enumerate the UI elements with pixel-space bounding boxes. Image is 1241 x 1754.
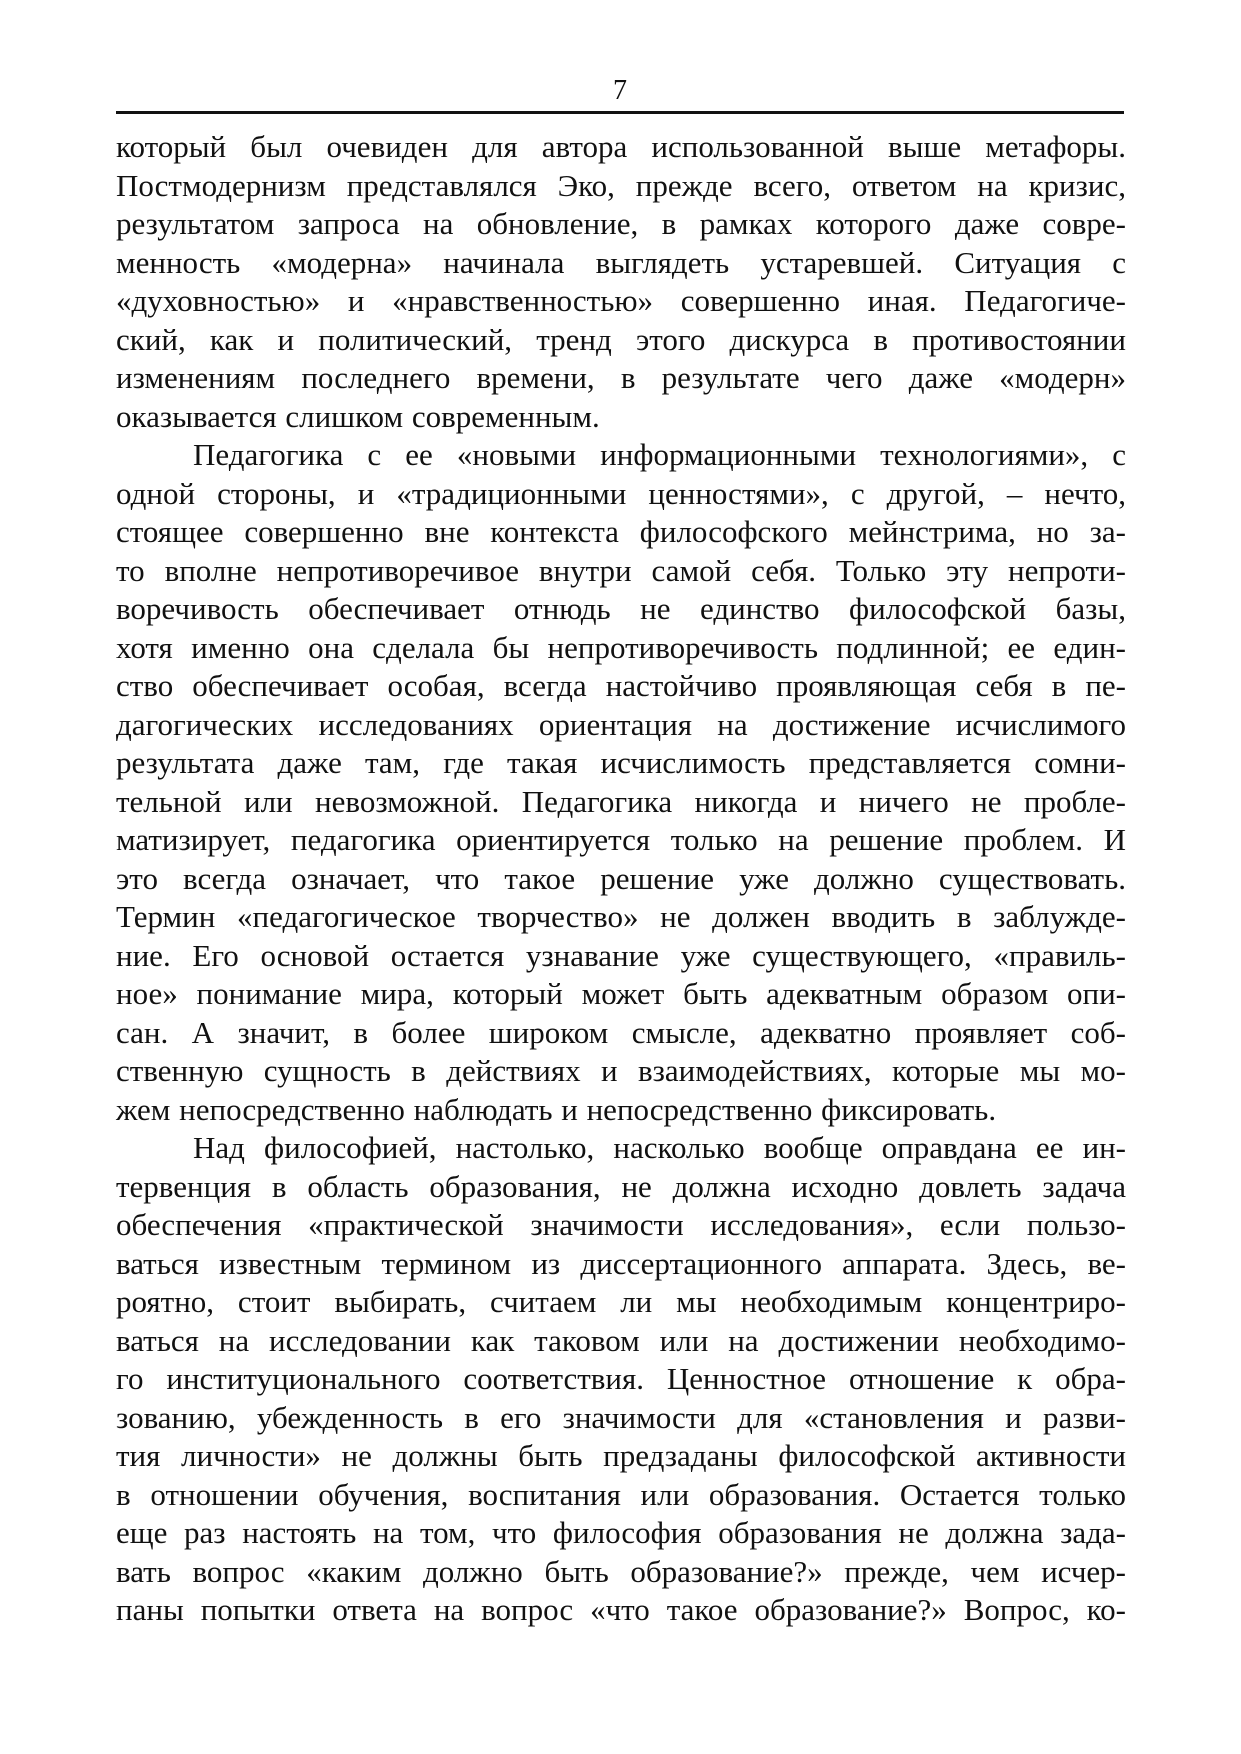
text-line: воречивость обеспечивает отнюдь не единство философской базы, xyxy=(116,591,1126,626)
text-line: сан. А значит, в более широком смысле, адекватно проявляет соб- xyxy=(116,1014,1126,1050)
header-rule xyxy=(116,111,1124,114)
text-line: Педагогика с ее «новыми информационными технологиями», с xyxy=(193,437,1126,472)
text-line: Постмодернизм представлялся Эко, прежде всего, ответом на кризис, xyxy=(116,167,1126,203)
paragraph xyxy=(116,1129,1126,1630)
text-line: обеспечения «практической значимости исследования», если пользо- xyxy=(116,1207,1126,1242)
text-line: одной стороны, и «традиционными ценностями», с другой, – нечто, xyxy=(116,475,1126,511)
text-line: менность «модерна» начинала выглядеть устаревшей. Ситуация с xyxy=(116,244,1126,280)
text-line: Термин «педагогическое творчество» не должен вводить в заблужде- xyxy=(116,899,1126,934)
text-line: «духовностью» и «нравственностью» совершенно иная. Педагогиче- xyxy=(116,283,1126,318)
text-line: тия личности» не должны быть предзаданы философской активности xyxy=(116,1438,1126,1473)
body-text xyxy=(116,128,1126,1630)
text-line: матизирует, педагогика ориентируется только на решение проблем. И xyxy=(116,822,1126,857)
text-line: стоящее совершенно вне контекста философского мейнстрима, но за- xyxy=(116,514,1126,549)
text-line: оказывается слишком современным. xyxy=(116,398,600,434)
paragraph xyxy=(116,436,1126,1129)
text-line: ваться на исследовании как таковом или на достижении необходимо- xyxy=(116,1322,1126,1358)
text-line: роятно, стоит выбирать, считаем ли мы необходимым концентриро- xyxy=(116,1284,1126,1319)
text-line: хотя именно она сделала бы непротиворечивость подлинной; ее един- xyxy=(116,629,1126,665)
text-line: ственную сущность в действиях и взаимодействиях, которые мы мо- xyxy=(116,1053,1126,1088)
text-line: ский, как и политический, тренд этого дискурса в противостоянии xyxy=(116,321,1126,357)
text-line: который был очевиден для автора использованной выше метафоры. xyxy=(116,129,1126,164)
text-line: ние. Его основой остается узнавание уже существующего, «правиль- xyxy=(116,937,1126,973)
text-line: еще раз настоять на том, что философия образования не должна зада- xyxy=(116,1515,1126,1550)
text-line: вать вопрос «каким должно быть образование?» прежде, чем исчер- xyxy=(116,1553,1126,1589)
paragraph xyxy=(116,128,1126,436)
text-line: в отношении обучения, воспитания или образования. Остается только xyxy=(116,1476,1126,1512)
text-line: тервенция в область образования, не должна исходно довлеть задача xyxy=(116,1168,1126,1204)
text-line: ваться известным термином из диссертационного аппарата. Здесь, ве- xyxy=(116,1245,1126,1281)
page-header xyxy=(116,70,1124,114)
text-line: го институционального соответствия. Ценностное отношение к обра- xyxy=(116,1361,1126,1396)
text-line: тельной или невозможной. Педагогика никогда и ничего не пробле- xyxy=(116,783,1126,819)
text-line: результата даже там, где такая исчислимость представляется сомни- xyxy=(116,745,1126,780)
text-line: изменениям последнего времени, в результате чего даже «модерн» xyxy=(116,360,1126,395)
text-line: результатом запроса на обновление, в рамках которого даже совре- xyxy=(116,206,1126,241)
text-line: жем непосредственно наблюдать и непосредственно фиксировать. xyxy=(116,1091,997,1127)
text-line: то вполне непротиворечивое внутри самой себя. Только эту непроти- xyxy=(116,552,1126,588)
text-line: зованию, убежденность в его значимости для «становления и разви- xyxy=(116,1399,1126,1435)
text-line: ное» понимание мира, который может быть адекватным образом опи- xyxy=(116,976,1126,1011)
page-number: 7 xyxy=(613,75,627,106)
text-line: дагогических исследованиях ориентация на достижение исчислимого xyxy=(116,706,1126,742)
text-line: паны попытки ответа на вопрос «что такое образование?» Вопрос, ко- xyxy=(116,1592,1126,1627)
text-line: Над философией, настолько, насколько вообще оправдана ее ин- xyxy=(193,1130,1126,1165)
text-line: ство обеспечивает особая, всегда настойчиво проявляющая себя в пе- xyxy=(116,668,1126,703)
text-line: это всегда означает, что такое решение уже должно существовать. xyxy=(116,860,1126,896)
